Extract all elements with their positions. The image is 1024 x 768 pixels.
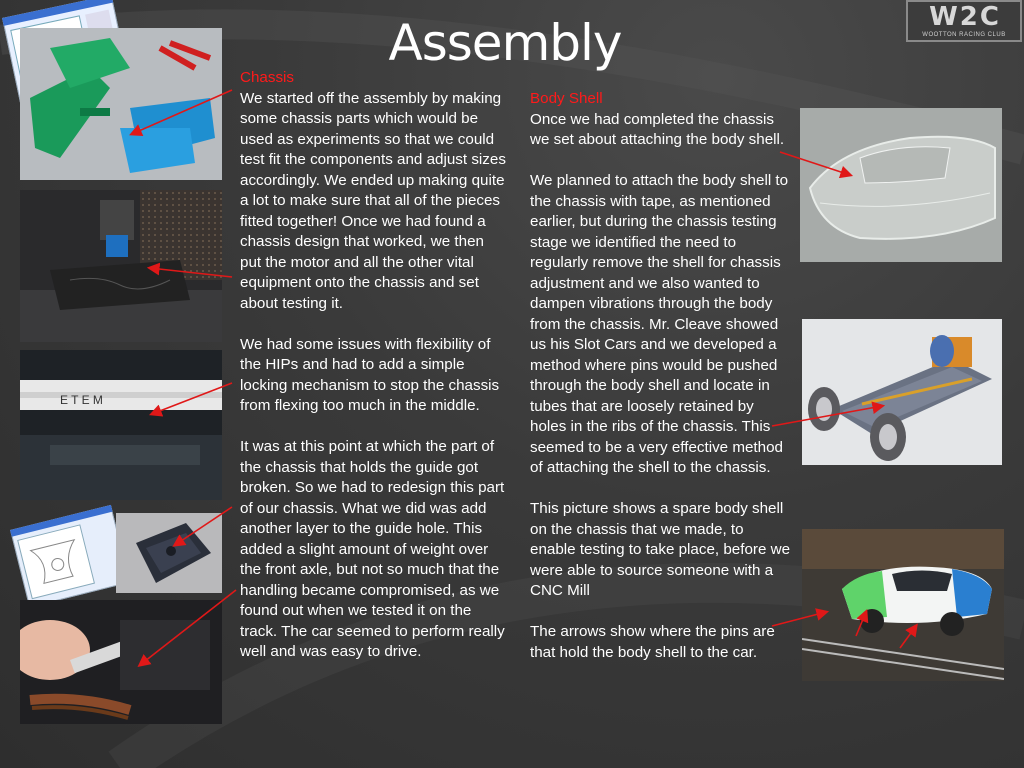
spare-body-shell-car-photo bbox=[802, 529, 1004, 681]
chassis-parts-photo bbox=[20, 28, 222, 180]
broken-guide-part-photo bbox=[116, 513, 222, 593]
body-shell-heading: Body Shell bbox=[530, 90, 603, 107]
locking-mechanism-photo bbox=[20, 350, 222, 500]
chassis-paragraph-1: We started off the assembly by making some chassis parts which would be used as experiments so that we could test fit the components and adjust sizes accordingly. We ended up making quite a lot to make sure that all of the pieces fitted together! Once we had found a chassis design that worked, we then put the motor and all the other vital equipment onto the chassis and set about testing it. bbox=[240, 89, 506, 312]
body-shell-section bbox=[530, 89, 792, 684]
chassis-section bbox=[240, 68, 506, 683]
body-shell-photo bbox=[800, 108, 1002, 262]
body-shell-paragraph-1: Once we had completed the chassis we set about attaching the body shell. bbox=[530, 110, 785, 148]
cad-guide-screenshot-photo bbox=[10, 505, 130, 608]
chassis-paragraph-3: It was at this point at which the part of the chassis that holds the guide got broken. So we had to redesign this part of our chassis. What we did was add another layer to the guide hole. This added a slight amount of weight over the front axle, but not so much that the handling became compromised, as we found out when we tested it on the track. The car seemed to perform really well and was easy to drive. bbox=[240, 438, 505, 660]
body-shell-paragraph-3: This picture shows a spare body shell on the chassis that we made, to enable testing to take place, before we were able to source someone with a CNC Mill bbox=[530, 500, 791, 599]
chassis-heading: Chassis bbox=[240, 69, 295, 86]
chassis-paragraph-2: We had some issues with flexibility of the HIPs and had to add a simple locking mechanism to stop the chassis from flexing too much in the middle. bbox=[240, 335, 500, 414]
wootton-racing-club-logo bbox=[906, 0, 1022, 42]
svg-text:E T E M: E T E M bbox=[60, 393, 103, 407]
guide-wiring-photo bbox=[20, 600, 222, 724]
logo-mark: W2C bbox=[929, 2, 1001, 32]
chassis-cad-render-photo bbox=[802, 319, 1002, 465]
body-shell-paragraph-2: We planned to attach the body shell to the chassis with tape, as mentioned earlier, but during the chassis testing stage we identified the need to regularly remove the shell for chassis adjustment and we also wanted to dampen vibrations through the body from the chassis. Mr. Cleave showed us his Slot Cars and we developed a method where pins would be pushed through the body shell and locate in tubes that are loosely retained by holes in the ribs of the chassis. This seemed to be a very effective method of attaching the shell to the chassis. bbox=[530, 172, 789, 476]
laser-cutter-photo bbox=[20, 190, 222, 342]
body-shell-paragraph-4: The arrows show where the pins are that hold the body shell to the car. bbox=[530, 623, 775, 661]
logo-subtitle: WOOTTON RACING CLUB bbox=[922, 32, 1006, 38]
slide-title: Assembly bbox=[388, 14, 622, 72]
